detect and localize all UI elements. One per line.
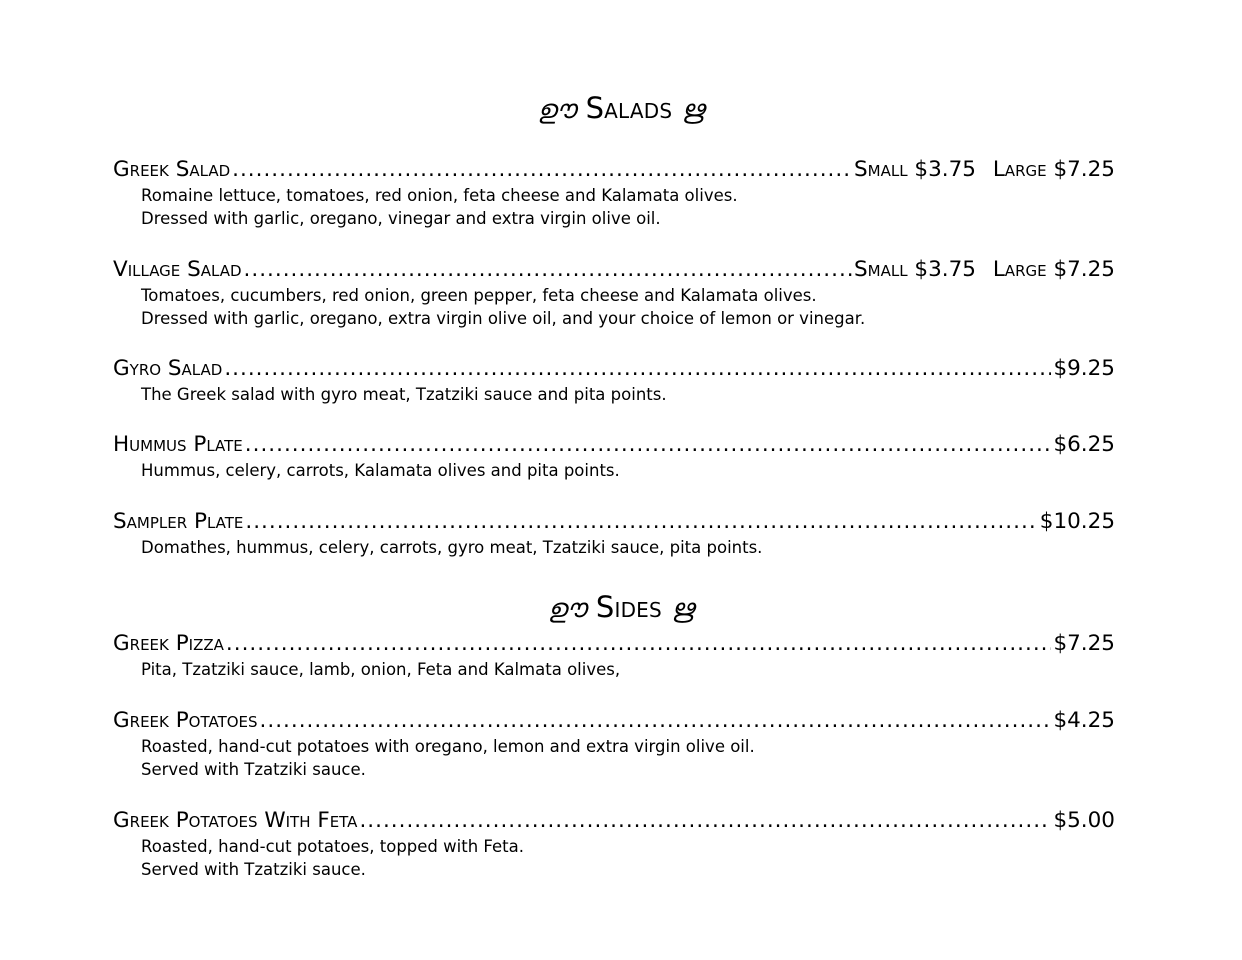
item-description: Romaine lettuce, tomatoes, red onion, feta cheese and Kalamata olives. Dressed with garlic, oregano, vinegar and extra virgin olive oil. [141,186,738,228]
item-price: $6.25 [1053,432,1115,457]
item-description: Roasted, hand-cut potatoes with oregano, lemon and extra virgin olive oil. Served with Tzatziki sauce. [141,737,755,779]
dot-leader [226,631,1052,657]
item-name: Gyro Salad [113,356,223,381]
section-heading-sides [0,589,1242,627]
menu-item-hummus-plate [113,432,1115,482]
item-price: $9.25 [1053,356,1115,381]
dot-leader [260,708,1052,734]
item-price: Small $3.75 Large $7.25 [854,157,1115,182]
item-name: Greek Potatoes [113,708,258,733]
item-name: Village Salad [113,257,242,282]
item-name: Hummus Plate [113,432,243,457]
item-price: $10.25 [1039,509,1115,534]
item-description: Domathes, hummus, celery, carrots, gyro meat, Tzatziki sauce, pita points. [141,538,763,557]
section-title: Salads [585,91,673,125]
dot-leader [245,432,1052,458]
dot-leader [224,356,1051,382]
item-price: $4.25 [1053,708,1115,733]
item-name: Greek Potatoes With Feta [113,808,358,833]
menu-item-greek-potatoes-with-feta [113,808,1115,881]
ornament-right-icon: ഋ [671,594,695,624]
item-description: Roasted, hand-cut potatoes, topped with Feta. Served with Tzatziki sauce. [141,837,524,879]
section-heading-salads [0,90,1242,128]
item-name: Sampler Plate [113,509,244,534]
ornament-left-icon: ഊ [537,95,577,125]
dot-leader [232,157,852,183]
item-description: Tomatoes, cucumbers, red onion, green pepper, feta cheese and Kalamata olives. Dressed with garlic, oregano, extra virgin olive oil, and your choice of lemon or vinegar. [141,286,866,328]
item-description: The Greek salad with gyro meat, Tzatziki sauce and pita points. [141,385,667,404]
ornament-left-icon: ഊ [547,594,587,624]
dot-leader [245,509,1037,535]
menu-item-sampler-plate [113,509,1115,559]
ornament-right-icon: ഋ [681,95,705,125]
dot-leader [359,808,1051,834]
menu-item-greek-pizza [113,631,1115,681]
menu-item-village-salad [113,257,1115,330]
item-description: Hummus, celery, carrots, Kalamata olives and pita points. [141,461,620,480]
menu-item-gyro-salad [113,356,1115,406]
item-name: Greek Salad [113,157,231,182]
item-price: Small $3.75 Large $7.25 [854,257,1115,282]
item-name: Greek Pizza [113,631,224,656]
dot-leader [244,257,852,283]
menu-item-greek-salad [113,157,1115,230]
item-description: Pita, Tzatziki sauce, lamb, onion, Feta and Kalmata olives, [141,660,621,679]
menu-item-greek-potatoes [113,708,1115,781]
item-price: $7.25 [1053,631,1115,656]
item-price: $5.00 [1053,808,1115,833]
section-title: Sides [595,590,662,624]
